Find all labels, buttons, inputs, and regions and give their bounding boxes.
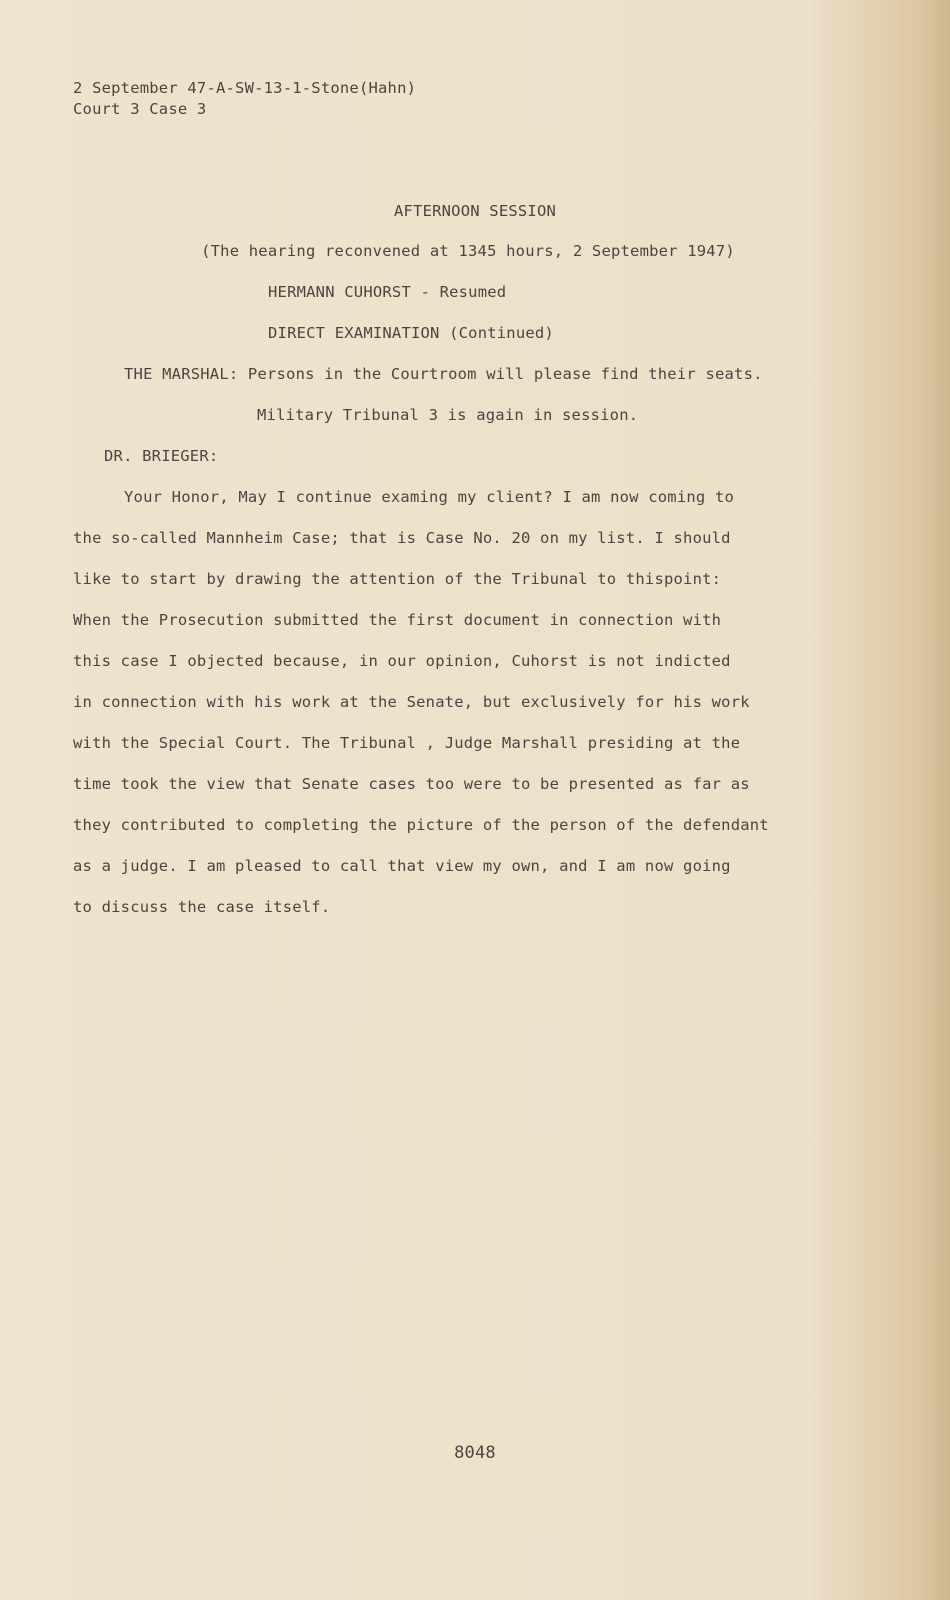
speaker-label: DR. BRIEGER: bbox=[104, 447, 219, 465]
reconvened-note: (The hearing reconvened at 1345 hours, 2 September 1947) bbox=[201, 242, 735, 260]
paragraph-line: this case I objected because, in our opinion, Cuhorst is not indicted bbox=[73, 652, 731, 670]
paragraph-line: When the Prosecution submitted the first document in connection with bbox=[73, 611, 722, 629]
witness-name: HERMANN CUHORST - Resumed bbox=[268, 283, 507, 301]
header-reference: 2 September 47-A-SW-13-1-Stone(Hahn) bbox=[73, 79, 417, 97]
page-number: 8048 bbox=[454, 1443, 496, 1463]
session-title: AFTERNOON SESSION bbox=[393, 202, 557, 220]
paragraph-line: Your Honor, May I continue examing my client? I am now coming to bbox=[124, 488, 735, 506]
examination-heading: DIRECT EXAMINATION (Continued) bbox=[268, 324, 554, 342]
marshal-statement-line-1: THE MARSHAL: Persons in the Courtroom will please find their seats. bbox=[124, 365, 763, 383]
paragraph-line: the so-called Mannheim Case; that is Case No. 20 on my list. I should bbox=[73, 529, 731, 547]
paragraph-line: as a judge. I am pleased to call that view my own, and I am now going bbox=[73, 857, 731, 875]
paragraph-line: like to start by drawing the attention of the Tribunal to thispoint: bbox=[73, 570, 722, 588]
document-header bbox=[73, 78, 416, 120]
paragraph-line: time took the view that Senate cases too were to be presented as far as bbox=[73, 775, 750, 793]
paragraph-line: with the Special Court. The Tribunal , Judge Marshall presiding at the bbox=[73, 734, 741, 752]
header-court-case: Court 3 Case 3 bbox=[73, 100, 207, 118]
marshal-statement-line-2: Military Tribunal 3 is again in session. bbox=[257, 406, 639, 424]
paragraph-line: to discuss the case itself. bbox=[73, 898, 331, 916]
paragraph-line: in connection with his work at the Senate, but exclusively for his work bbox=[73, 693, 750, 711]
paragraph-line: they contributed to completing the picture of the person of the defendant bbox=[73, 816, 769, 834]
